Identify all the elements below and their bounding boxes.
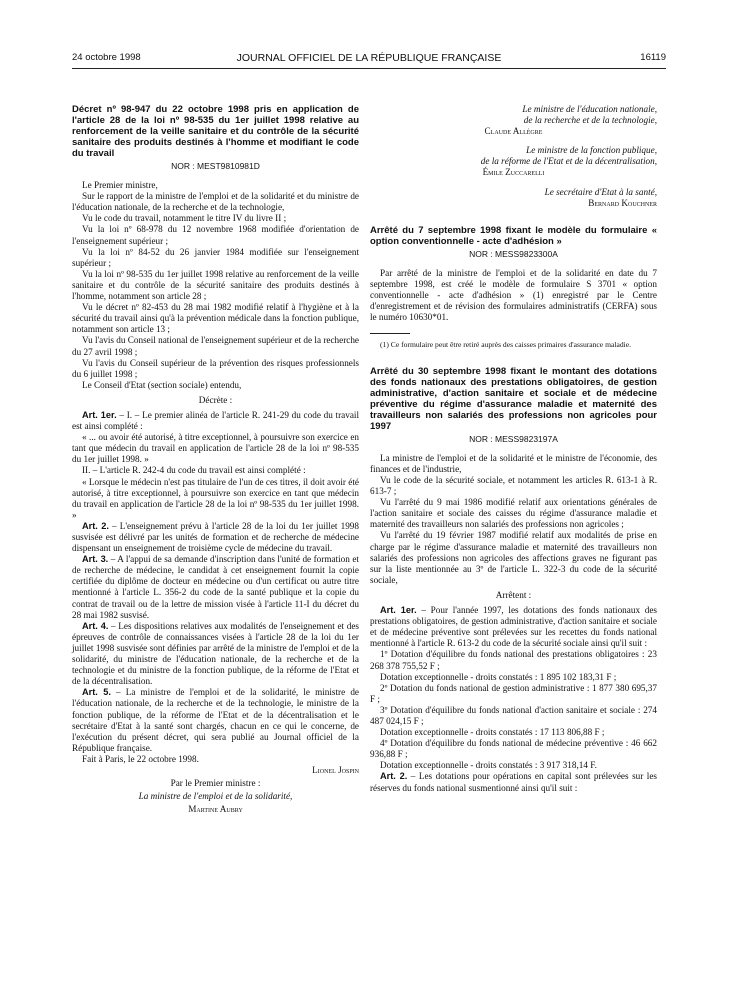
header-date: 24 octobre 1998	[72, 52, 141, 63]
signature-role: Le ministre de l'éducation nationale,	[522, 104, 657, 114]
quote: « Lorsque le médecin n'est pas titulaire de l'un de ces titres, il doit avoir été autorisé, à titre exceptionnel, à poursuivre son exercice en tant que médecin du travail en application de l'article 28 de la loi nº 98-535 du 1er juillet 1998. »	[72, 476, 359, 520]
dotation-line: 4º Dotation d'équilibre du fonds national de médecine préventive : 46 662 936,88 F ;	[370, 738, 657, 760]
dotation-line: 1º Dotation d'équilibre du fonds national des prestations obligatoires : 23 268 378 755,52 F ;	[370, 649, 657, 671]
paragraph: Vu la loi nº 84-52 du 26 janvier 1984 modifiée sur l'enseignement supérieur ;	[72, 246, 359, 268]
paragraph: Par arrêté de la ministre de l'emploi et de la solidarité en date du 7 septembre 1998, est créé le modèle de formulaire S 3701 « option conventionnelle - acte d'adhésion » (1) enregistré par le Centre d'enregistrement et de révision des formulaires administratifs (CERFA) sous le numéro 10630*01.	[370, 267, 657, 323]
article-text: – I. – Le premier alinéa de l'article R. 241-29 du code du travail est ainsi complété :	[72, 409, 360, 432]
right-column	[370, 104, 657, 794]
journal-title: JOURNAL OFFICIEL DE LA RÉPUBLIQUE FRANÇAISE	[236, 52, 502, 64]
article-label: Art. 3.	[82, 554, 109, 565]
dotation-line: Dotation exceptionnelle - droits constatés : 3 917 318,14 F.	[380, 760, 597, 771]
paragraph: Le Conseil d'Etat (section sociale) entendu,	[82, 379, 242, 390]
paragraph: Vu l'avis du Conseil supérieur de la prévention des risques professionnels du 6 juillet 1998 ;	[72, 357, 359, 379]
paragraph: La ministre de l'emploi et de la solidarité et le ministre de l'économie, des finances et de l'industrie,	[370, 452, 657, 474]
footnote-rule	[370, 333, 410, 334]
signature-name: Claude Allègre	[484, 126, 543, 137]
signature-role: Le ministre de la fonction publique,	[526, 145, 657, 156]
article-text: – Les dispositions relatives aux modalités de l'enseignement et des épreuves de contrôle de connaissances visées à l'article 28 de la loi du 1er juillet 1998 susvisée sont définies par arrêté de la ministre de l'emploi et de la solidarité, du ministre de l'éducation nationale, de la recherche et de la technologie et du ministre de la fonction publique, de la réforme de l'Etat et de la décentralisation.	[72, 620, 359, 687]
arrete-title: Arrêté du 30 septembre 1998 fixant le montant des dotations des fonds nationaux des prestations obligatoires, de gestion administrative, d'action sanitaire et sociale et de médecine préventive du régime d'assurance maladie et maternité des travailleurs non salariés des professions non agricoles pour 1997	[370, 365, 657, 432]
dotation-line: Dotation exceptionnelle - droits constatés : 1 895 102 183,31 F ;	[380, 671, 617, 682]
article-4	[72, 621, 359, 688]
article-1	[72, 410, 359, 432]
article-text: – La ministre de l'emploi et de la solidarité, le ministre de l'éducation nationale, de la recherche et de la technologie, le ministre de la fonction publique, de la réforme de l'Etat et de la décentralisation et le secrétaire d'Etat à la santé sont chargés, chacun en ce qui le concerne, de l'exécution du présent décret, qui sera publié au Journal officiel de la République française.	[72, 687, 359, 753]
article-label: Art. 1er.	[380, 605, 417, 616]
article-label: Art. 5.	[82, 687, 111, 698]
article-label: Art. 1er.	[82, 409, 117, 420]
article-text: – Les dotations pour opérations en capital sont prélevées sur les réserves du fonds national susmentionné ainsi qu'il suit :	[370, 771, 657, 793]
article-1	[370, 605, 657, 649]
page-number: 16119	[640, 52, 666, 63]
article-3	[72, 554, 359, 621]
article-text: – Pour l'année 1997, les dotations des fonds nationaux des prestations obligatoires, de gestion administrative, d'action sanitaire et sociale et de médecine préventive sont prélevées sur les recettes du fonds national mentionné à l'article R. 613-2 du code de la sécurité sociale ainsi qu'il suit :	[370, 605, 657, 649]
header-rule	[72, 68, 666, 69]
article-5	[72, 687, 359, 754]
signature-prime-minister: Lionel Jospin	[312, 764, 359, 775]
paragraph: Le Premier ministre,	[82, 180, 158, 191]
signature-name: Émile Zuccarelli	[482, 167, 545, 178]
left-column	[72, 104, 359, 817]
decree-nor: NOR : MESТ9810981D	[171, 161, 260, 171]
paragraph: Vu la loi nº 68-978 du 12 novembre 1968 modifiée d'orientation de l'enseignement supérieur ;	[72, 224, 359, 246]
article-2	[370, 771, 657, 793]
article-label: Art. 2.	[380, 771, 408, 782]
paragraph: Vu le décret nº 82-453 du 28 mai 1982 modifié relatif à l'hygiène et à la sécurité du travail ainsi qu'à la prévention médicale dans la fonction publique, notamment son article 13 ;	[72, 302, 359, 335]
paragraph: Vu le code de la sécurité sociale, et notamment les articles R. 613-1 à R. 613-7 ;	[370, 475, 657, 497]
article-label: Art. 4.	[82, 620, 109, 631]
signature-name: Martine Aubry	[188, 804, 243, 815]
arretent-heading: Arrêtent :	[495, 589, 532, 600]
decree-title: Décret nº 98-947 du 22 octobre 1998 pris en application de l'article 28 de la loi nº 98-535 du 1er juillet 1998 relative au renforcement de la veille sanitaire et du contrôle de la sécurité sanitaire des produits destinés à l'homme et modifiant le code du travail	[72, 104, 359, 159]
dotation-line: 2º Dotation du fonds national de gestion administrative : 1 877 380 695,37 F ;	[370, 682, 657, 704]
arrete-title: Arrêté du 7 septembre 1998 fixant le modèle du formulaire « option conventionnelle - acte d'adhésion »	[370, 224, 657, 247]
paragraph: Vu l'avis du Conseil national de l'enseignement supérieur et de la recherche du 27 avril 1998 ;	[72, 335, 360, 357]
page-header	[72, 52, 666, 66]
signature-role: de la réforme de l'Etat et de la décentralisation,	[480, 156, 657, 167]
paragraph: II. – L'article R. 242-4 du code du travail est ainsi complété :	[82, 465, 306, 476]
arrete-nor: NOR : MESS9823300A	[469, 248, 558, 259]
paragraph: Vu l'arrêté du 19 février 1987 modifié relatif aux modalités de prise en charge par le régime d'assurance maladie et maternité des travailleurs non salariés des professions non agricoles des affections graves ne figurant pas sur la liste mentionnée au 3º de l'article L. 322-3 du code de la sécurité sociale,	[370, 530, 657, 585]
article-2	[72, 521, 359, 554]
paragraph: Sur le rapport de la ministre de l'emploi et de la solidarité et du ministre de l'éducation nationale, de la recherche et de la technologie,	[72, 191, 359, 213]
article-text: – A l'appui de sa demande d'inscription dans l'unité de formation et de recherche de médecine, le candidat à cet enseignement fournit la copie certifiée du diplôme de docteur en médecine ou d'un certificat ou autre titre mentionné à l'article L. 356-2 du code de la santé publique et la copie du contrat de travail ou de la lettre de mission visée à l'article 11-I du décret du 28 mai 1982 susvisé.	[72, 554, 359, 620]
footnote: (1) Ce formulaire peut être retiré auprès des caisses primaires d'assurance maladie.	[380, 340, 632, 350]
article-text: – L'enseignement prévu à l'article 28 de la loi du 1er juillet 1998 susvisée est délivré par les unités de formation et de recherche de médecine dispensant un enseignement de troisième cycle de médecine du travail.	[72, 520, 359, 554]
dotation-line: Dotation exceptionnelle - droits constatés : 17 113 806,88 F ;	[380, 727, 605, 738]
paragraph: Vu la loi nº 98-535 du 1er juillet 1998 relative au renforcement de la veille sanitaire et du contrôle de la sécurité sanitaire des produits destinés à l'homme, notamment son article 28 ;	[72, 268, 359, 302]
decrete-heading: Décrète :	[198, 394, 233, 405]
signature-role: de la recherche et de la technologie,	[523, 115, 657, 126]
signature-intro: Par le Premier ministre :	[170, 778, 261, 789]
signature-role: La ministre de l'emploi et de la solidarité,	[138, 791, 293, 802]
signature-role: Le secrétaire d'Etat à la santé,	[544, 186, 657, 197]
paragraph: Vu le code du travail, notamment le titre IV du livre II ;	[82, 213, 287, 224]
signature-name: Bernard Kouchner	[588, 197, 657, 208]
arrete-nor: NOR : MESS9823197A	[469, 433, 558, 444]
fait-a-paris: Fait à Paris, le 22 octobre 1998.	[82, 753, 199, 764]
quote: « ... ou avoir été autorisé, à titre exceptionnel, à poursuivre son exercice en tant que médecin du travail en application de l'article 28 de la loi nº 98-535 du 1er juillet 1998. »	[72, 432, 359, 465]
article-label: Art. 2.	[82, 520, 109, 531]
paragraph: Vu l'arrêté du 9 mai 1986 modifié relatif aux orientations générales de l'action sanitaire et sociale des caisses du régime d'assurance maladie et maternité des travailleurs non salariés des professions non agricoles ;	[370, 497, 657, 530]
dotation-line: 3º Dotation d'équilibre du fonds national d'action sanitaire et sociale : 274 487 024,15 F ;	[370, 704, 657, 726]
